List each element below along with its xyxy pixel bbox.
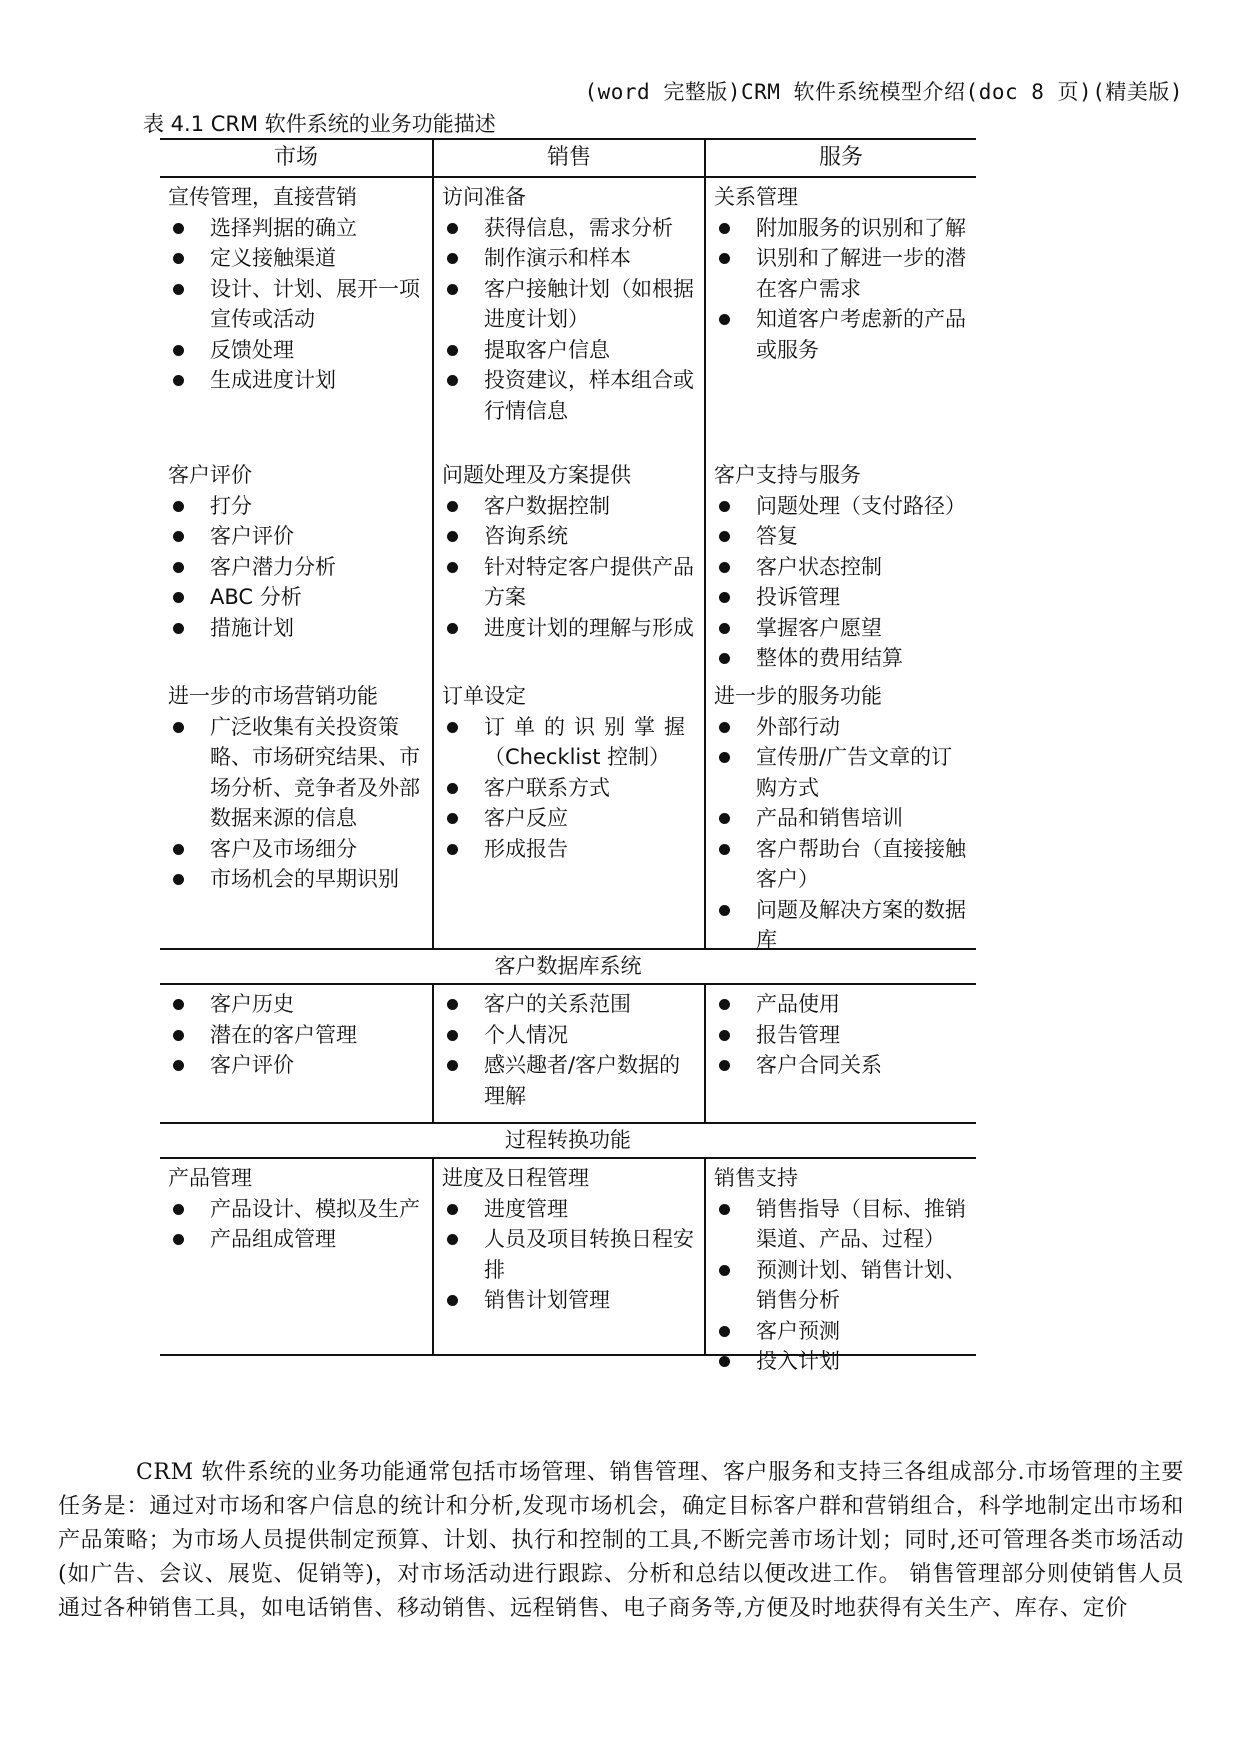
- list-item: 客户评价: [168, 1050, 426, 1081]
- list-item: 报告管理: [714, 1020, 970, 1051]
- bullet-list: [168, 989, 426, 1081]
- list-item: 客户的关系范围: [442, 989, 698, 1020]
- bullet-list: [714, 1194, 970, 1377]
- list-item: 潜在的客户管理: [168, 1020, 426, 1051]
- list-item: 感兴趣者/客户数据的理解: [442, 1050, 698, 1111]
- section-band: 客户数据库系统: [160, 948, 976, 985]
- cell-title: 访问准备: [442, 185, 526, 209]
- list-item: 客户数据控制: [442, 491, 698, 522]
- table-row: [160, 1159, 976, 1373]
- list-item: 客户评价: [168, 521, 426, 552]
- list-item: 投资建议，样本组合或行情信息: [442, 365, 698, 426]
- list-item: 进度计划的理解与形成: [442, 613, 698, 644]
- cell-title: 宣传管理，直接营销: [168, 185, 357, 209]
- list-item: 外部行动: [714, 712, 970, 743]
- table-row: [160, 677, 976, 952]
- list-item: 整体的费用结算: [714, 643, 970, 674]
- list-item: 反馈处理: [168, 335, 426, 366]
- table-cell: [704, 985, 976, 1122]
- list-item: 广泛收集有关投资策略、市场研究结果、市场分析、竞争者及外部数据来源的信息: [168, 712, 426, 834]
- list-item: 形成报告: [442, 834, 698, 865]
- list-item: ABC 分析: [168, 582, 426, 613]
- list-item: 客户历史: [168, 989, 426, 1020]
- cell-title: 客户评价: [168, 463, 252, 487]
- list-item: 制作演示和样本: [442, 243, 698, 274]
- column-header-market: 市场: [273, 145, 318, 170]
- list-item: 客户合同关系: [714, 1050, 970, 1081]
- table-cell: [432, 985, 704, 1122]
- bullet-list: [442, 213, 698, 427]
- list-item: 产品组成管理: [168, 1224, 426, 1255]
- cell-title: 产品管理: [168, 1166, 252, 1190]
- table-row: [160, 985, 976, 1122]
- cell-title: 订单设定: [442, 684, 526, 708]
- list-item: 客户反应: [442, 803, 698, 834]
- list-item: 咨询系统: [442, 521, 698, 552]
- list-item: 人员及项目转换日程安排: [442, 1224, 698, 1285]
- list-item: 提取客户信息: [442, 335, 698, 366]
- list-item: 知道客户考虑新的产品或服务: [714, 304, 970, 365]
- list-item: 客户接触计划（如根据进度计划）: [442, 274, 698, 335]
- cell-title: 关系管理: [714, 185, 798, 209]
- table-cell: [704, 456, 976, 677]
- list-item: 答复: [714, 521, 970, 552]
- table-cell: [432, 677, 704, 948]
- list-item: 投入计划: [714, 1346, 970, 1377]
- table-cell: [160, 985, 432, 1122]
- list-item: 客户潜力分析: [168, 552, 426, 583]
- cell-title: 进度及日程管理: [442, 1166, 589, 1190]
- list-item: 销售计划管理: [442, 1285, 698, 1316]
- list-item: 产品设计、模拟及生产: [168, 1194, 426, 1225]
- list-item: 销售指导（目标、推销渠道、产品、过程）: [714, 1194, 970, 1255]
- paragraph-text: CRM 软件系统的业务功能通常包括市场管理、销售管理、客户服务和支持三各组成部分.市场管理的主要任务是：通过对市场和客户信息的统计和分析,发现市场机会，确定目标客户群和营销组合，科学地制定出市场和产品策略；为市场人员提供制定预算、计划、执行和控制的工具,不断完善市场计划；同时,还可管理各类市场活动(如广告、会议、展览、促销等)，对市场活动进行跟踪、分析和总结以便改进工作。 销售管理部分则使销售人员通过各种销售工具，如电话销售、移动销售、远程销售、电子商务等,方便及时地获得有关生产、库存、定价: [58, 1460, 1184, 1621]
- bullet-list: [442, 1194, 698, 1316]
- table-cell: [160, 1159, 432, 1354]
- bullet-list: [714, 213, 970, 366]
- list-item: 预测计划、销售计划、销售分析: [714, 1255, 970, 1316]
- list-item: 附加服务的识别和了解: [714, 213, 970, 244]
- list-item: 产品和销售培训: [714, 803, 970, 834]
- table-cell: [432, 178, 704, 456]
- cell-title: 销售支持: [714, 1166, 798, 1190]
- table-cell: [160, 178, 432, 456]
- table-caption: 表 4.1 CRM 软件系统的业务功能描述: [143, 112, 496, 136]
- bullet-list: [168, 1194, 426, 1255]
- list-item: 客户状态控制: [714, 552, 970, 583]
- table-header-row: [160, 138, 976, 178]
- table-row: [160, 178, 976, 456]
- list-item: 客户帮助台（直接接触客户）: [714, 834, 970, 895]
- list-item: 获得信息，需求分析: [442, 213, 698, 244]
- cell-title: 客户支持与服务: [714, 463, 861, 487]
- cell-title: 进一步的服务功能: [714, 684, 882, 708]
- cell-title: 进一步的市场营销功能: [168, 684, 378, 708]
- list-item: 客户预测: [714, 1316, 970, 1347]
- bullet-list: [714, 989, 970, 1081]
- bullet-list: [442, 491, 698, 644]
- function-table: [160, 138, 976, 1373]
- list-item: 市场机会的早期识别: [168, 864, 426, 895]
- list-item: 措施计划: [168, 613, 426, 644]
- list-item: 识别和了解进一步的潜在客户需求: [714, 243, 970, 304]
- list-item: 个人情况: [442, 1020, 698, 1051]
- list-item: 打分: [168, 491, 426, 522]
- list-item: 问题及解决方案的数据库: [714, 895, 970, 956]
- section-band: 过程转换功能: [160, 1122, 976, 1159]
- table-cell: [160, 677, 432, 948]
- list-item: 选择判据的确立: [168, 213, 426, 244]
- bullet-list: [168, 712, 426, 895]
- bullet-list: [442, 712, 698, 865]
- table-cell: [432, 1159, 704, 1354]
- bullet-list: [168, 491, 426, 644]
- table-cell: [160, 456, 432, 677]
- table-row: [160, 456, 976, 677]
- list-item: 订单的识别掌握: [442, 712, 698, 743]
- table-body: [160, 178, 976, 1373]
- table-cell: [704, 1159, 976, 1373]
- table-cell: [704, 178, 976, 456]
- list-item: 问题处理（支付路径）: [714, 491, 970, 522]
- bullet-list: [442, 989, 698, 1111]
- column-header-service: 服务: [704, 140, 976, 176]
- bullet-list: [714, 712, 970, 956]
- bullet-list: [168, 213, 426, 396]
- list-item: 客户联系方式: [442, 773, 698, 804]
- list-item: 宣传册/广告文章的订购方式: [714, 742, 970, 803]
- list-item: 掌握客户愿望: [714, 613, 970, 644]
- list-item: （Checklist 控制）: [484, 745, 671, 769]
- bullet-list: [714, 491, 970, 674]
- list-item: 针对特定客户提供产品方案: [442, 552, 698, 613]
- table-cell: [432, 456, 704, 677]
- list-item: 生成进度计划: [168, 365, 426, 396]
- list-item: 设计、计划、展开一项宣传或活动: [168, 274, 426, 335]
- table-cell: [704, 677, 976, 952]
- cell-title: 问题处理及方案提供: [442, 463, 631, 487]
- list-item: 定义接触渠道: [168, 243, 426, 274]
- body-paragraph: [58, 1456, 1184, 1626]
- list-item: 客户及市场细分: [168, 834, 426, 865]
- list-item: 投诉管理: [714, 582, 970, 613]
- column-header-sales: 销售: [432, 140, 704, 176]
- page-header: (word 完整版)CRM 软件系统模型介绍(doc 8 页)(精美版): [584, 80, 1183, 104]
- list-item: 进度管理: [442, 1194, 698, 1225]
- list-item: 产品使用: [714, 989, 970, 1020]
